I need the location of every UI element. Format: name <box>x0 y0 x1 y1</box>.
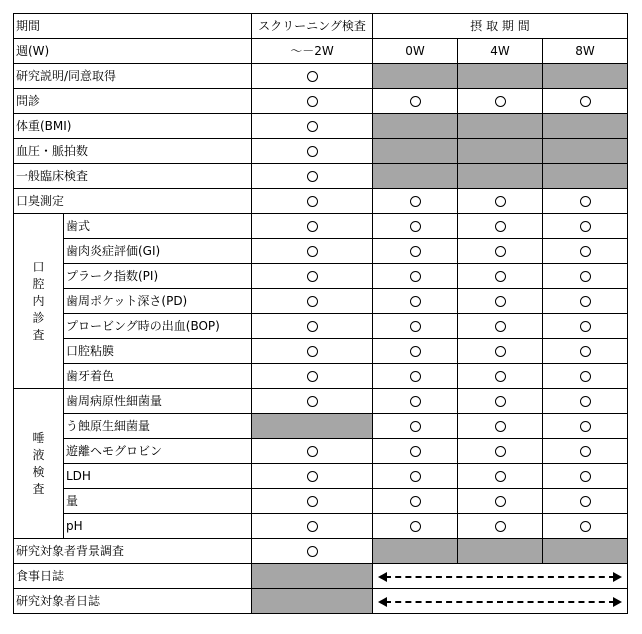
week-0w-cell <box>373 314 458 339</box>
week-8w-cell <box>543 389 628 414</box>
schedule-row <box>14 489 628 514</box>
week-4w-cell <box>458 239 543 264</box>
circle-marker-icon <box>495 96 506 107</box>
circle-marker-icon <box>410 496 421 507</box>
circle-marker-icon <box>410 96 421 107</box>
screening-header: スクリーニング検査 <box>252 14 373 39</box>
circle-marker-icon <box>307 446 318 457</box>
circle-marker-icon <box>580 421 591 432</box>
arrow-right-head-icon <box>613 597 622 607</box>
week-0w-cell <box>373 239 458 264</box>
week-8w-cell <box>543 114 628 139</box>
row-label: 一般臨床検査 <box>14 164 252 189</box>
week-0w-cell <box>373 89 458 114</box>
screening-cell <box>252 189 373 214</box>
screening-cell <box>252 64 373 89</box>
schedule-row <box>14 264 628 289</box>
week-label: 週(W) <box>14 39 252 64</box>
arrow-right-head-icon <box>613 572 622 582</box>
circle-marker-icon <box>307 246 318 257</box>
row-label: pH <box>64 514 252 539</box>
screening-cell <box>252 464 373 489</box>
circle-marker-icon <box>410 396 421 407</box>
screening-cell <box>252 339 373 364</box>
group-label-char: 内 <box>32 293 45 308</box>
screening-cell <box>252 489 373 514</box>
row-label: プラーク指数(PI) <box>64 264 252 289</box>
period-header: 期間 <box>14 14 252 39</box>
circle-marker-icon <box>410 371 421 382</box>
group-label-char: 検 <box>32 464 45 479</box>
schedule-row <box>14 364 628 389</box>
circle-marker-icon <box>580 521 591 532</box>
week-8w-cell <box>543 514 628 539</box>
week-0w-cell <box>373 139 458 164</box>
circle-marker-icon <box>580 221 591 232</box>
week-8w-cell <box>543 539 628 564</box>
week-8w-cell <box>543 314 628 339</box>
circle-marker-icon <box>495 196 506 207</box>
week-0w: 0W <box>373 39 458 64</box>
week-4w-cell <box>458 364 543 389</box>
circle-marker-icon <box>580 271 591 282</box>
row-label: 問診 <box>14 89 252 114</box>
week-8w-cell <box>543 439 628 464</box>
week-4w-cell <box>458 64 543 89</box>
intake-period-arrow-cell <box>373 589 628 614</box>
week-4w-cell <box>458 164 543 189</box>
schedule-row <box>14 464 628 489</box>
row-label: 歯周病原性細菌量 <box>64 389 252 414</box>
row-label: 体重(BMI) <box>14 114 252 139</box>
study-schedule-table <box>13 13 628 614</box>
schedule-row <box>14 414 628 439</box>
circle-marker-icon <box>307 121 318 132</box>
circle-marker-icon <box>580 246 591 257</box>
circle-marker-icon <box>307 546 318 557</box>
circle-marker-icon <box>307 321 318 332</box>
circle-marker-icon <box>410 296 421 307</box>
row-label: 口腔粘膜 <box>64 339 252 364</box>
week-4w-cell <box>458 539 543 564</box>
week-0w-cell <box>373 64 458 89</box>
circle-marker-icon <box>495 271 506 282</box>
week-8w-cell <box>543 289 628 314</box>
circle-marker-icon <box>410 421 421 432</box>
row-label: 食事日誌 <box>14 564 252 589</box>
week-4w-cell <box>458 314 543 339</box>
screening-cell <box>252 264 373 289</box>
circle-marker-icon <box>580 346 591 357</box>
circle-marker-icon <box>307 146 318 157</box>
week-4w: 4W <box>458 39 543 64</box>
schedule-row <box>14 339 628 364</box>
row-label: 研究説明/同意取得 <box>14 64 252 89</box>
row-label: 歯式 <box>64 214 252 239</box>
schedule-row <box>14 539 628 564</box>
arrow-left-head-icon <box>378 597 387 607</box>
week-0w-cell <box>373 414 458 439</box>
group-label-char: 液 <box>32 447 45 462</box>
week-8w-cell <box>543 64 628 89</box>
week-4w-cell <box>458 89 543 114</box>
group-label-char: 査 <box>32 327 45 342</box>
screening-cell <box>252 114 373 139</box>
circle-marker-icon <box>580 321 591 332</box>
intake-period-header: 摂 取 期 間 <box>373 14 628 39</box>
schedule-row <box>14 189 628 214</box>
circle-marker-icon <box>307 371 318 382</box>
week-4w-cell <box>458 264 543 289</box>
week-0w-cell <box>373 489 458 514</box>
screening-cell <box>252 514 373 539</box>
week-4w-cell <box>458 289 543 314</box>
row-label: 血圧・脈拍数 <box>14 139 252 164</box>
group-label-char: 腔 <box>32 276 45 291</box>
circle-marker-icon <box>495 321 506 332</box>
screening-cell <box>252 314 373 339</box>
row-label: 遊離ヘモグロビン <box>64 439 252 464</box>
week-4w-cell <box>458 214 543 239</box>
circle-marker-icon <box>410 346 421 357</box>
week-0w-cell <box>373 114 458 139</box>
week-4w-cell <box>458 464 543 489</box>
week-8w-cell <box>543 364 628 389</box>
schedule-row <box>14 239 628 264</box>
circle-marker-icon <box>580 496 591 507</box>
circle-marker-icon <box>307 221 318 232</box>
week-screening: ～－2W <box>252 39 373 64</box>
week-0w-cell <box>373 514 458 539</box>
schedule-row <box>14 114 628 139</box>
week-0w-cell <box>373 339 458 364</box>
circle-marker-icon <box>410 271 421 282</box>
screening-cell <box>252 89 373 114</box>
week-8w-cell <box>543 414 628 439</box>
week-8w-cell <box>543 89 628 114</box>
circle-marker-icon <box>410 521 421 532</box>
schedule-row <box>14 389 628 414</box>
circle-marker-icon <box>495 396 506 407</box>
double-arrow-icon <box>385 576 615 578</box>
circle-marker-icon <box>495 446 506 457</box>
group-label-char: 唾 <box>32 430 45 445</box>
week-8w-cell <box>543 239 628 264</box>
circle-marker-icon <box>495 521 506 532</box>
schedule-row <box>14 289 628 314</box>
row-label: 歯牙着色 <box>64 364 252 389</box>
screening-cell <box>252 414 373 439</box>
row-label: 量 <box>64 489 252 514</box>
circle-marker-icon <box>495 471 506 482</box>
circle-marker-icon <box>307 346 318 357</box>
week-0w-cell <box>373 189 458 214</box>
circle-marker-icon <box>495 371 506 382</box>
schedule-row <box>14 89 628 114</box>
week-0w-cell <box>373 389 458 414</box>
week-4w-cell <box>458 389 543 414</box>
week-row <box>14 39 628 64</box>
screening-cell <box>252 289 373 314</box>
circle-marker-icon <box>580 446 591 457</box>
screening-cell <box>252 564 373 589</box>
week-8w-cell <box>543 189 628 214</box>
circle-marker-icon <box>495 496 506 507</box>
week-0w-cell <box>373 364 458 389</box>
circle-marker-icon <box>307 471 318 482</box>
week-8w-cell <box>543 214 628 239</box>
circle-marker-icon <box>580 396 591 407</box>
week-0w-cell <box>373 439 458 464</box>
schedule-row <box>14 514 628 539</box>
week-4w-cell <box>458 339 543 364</box>
circle-marker-icon <box>580 371 591 382</box>
screening-cell <box>252 139 373 164</box>
schedule-row <box>14 439 628 464</box>
week-8w-cell <box>543 164 628 189</box>
schedule-row <box>14 314 628 339</box>
circle-marker-icon <box>410 471 421 482</box>
circle-marker-icon <box>410 221 421 232</box>
circle-marker-icon <box>307 171 318 182</box>
screening-cell <box>252 439 373 464</box>
circle-marker-icon <box>410 446 421 457</box>
circle-marker-icon <box>307 396 318 407</box>
schedule-row <box>14 214 628 239</box>
header-row <box>14 14 628 39</box>
week-4w-cell <box>458 139 543 164</box>
week-4w-cell <box>458 439 543 464</box>
schedule-row <box>14 589 628 614</box>
week-4w-cell <box>458 414 543 439</box>
row-label: プロービング時の出血(BOP) <box>64 314 252 339</box>
screening-cell <box>252 389 373 414</box>
week-4w-cell <box>458 114 543 139</box>
circle-marker-icon <box>307 496 318 507</box>
schedule-row <box>14 564 628 589</box>
arrow-left-head-icon <box>378 572 387 582</box>
screening-cell <box>252 214 373 239</box>
row-label: 歯肉炎症評価(GI) <box>64 239 252 264</box>
week-0w-cell <box>373 214 458 239</box>
schedule-row <box>14 64 628 89</box>
screening-cell <box>252 539 373 564</box>
row-label: LDH <box>64 464 252 489</box>
circle-marker-icon <box>495 421 506 432</box>
circle-marker-icon <box>580 96 591 107</box>
screening-cell <box>252 239 373 264</box>
circle-marker-icon <box>495 346 506 357</box>
week-4w-cell <box>458 489 543 514</box>
circle-marker-icon <box>580 471 591 482</box>
week-0w-cell <box>373 289 458 314</box>
week-4w-cell <box>458 189 543 214</box>
circle-marker-icon <box>495 246 506 257</box>
circle-marker-icon <box>307 271 318 282</box>
circle-marker-icon <box>410 321 421 332</box>
row-label: う蝕原生細菌量 <box>64 414 252 439</box>
week-8w: 8W <box>543 39 628 64</box>
circle-marker-icon <box>307 71 318 82</box>
circle-marker-icon <box>307 96 318 107</box>
circle-marker-icon <box>307 196 318 207</box>
circle-marker-icon <box>410 246 421 257</box>
intake-period-arrow-cell <box>373 564 628 589</box>
week-8w-cell <box>543 139 628 164</box>
screening-cell <box>252 364 373 389</box>
group-label-char: 口 <box>32 259 45 274</box>
week-8w-cell <box>543 339 628 364</box>
circle-marker-icon <box>580 196 591 207</box>
week-8w-cell <box>543 264 628 289</box>
oral-exam-group-label <box>14 214 64 389</box>
saliva-exam-group-label <box>14 389 64 539</box>
row-label: 歯周ポケット深さ(PD) <box>64 289 252 314</box>
group-label-char: 査 <box>32 481 45 496</box>
screening-cell <box>252 589 373 614</box>
row-label: 研究対象者背景調査 <box>14 539 252 564</box>
circle-marker-icon <box>307 521 318 532</box>
week-0w-cell <box>373 264 458 289</box>
group-label-char: 診 <box>32 310 45 325</box>
double-arrow-icon <box>385 601 615 603</box>
week-0w-cell <box>373 164 458 189</box>
row-label: 口臭測定 <box>14 189 252 214</box>
circle-marker-icon <box>410 196 421 207</box>
circle-marker-icon <box>307 296 318 307</box>
screening-cell <box>252 164 373 189</box>
week-4w-cell <box>458 514 543 539</box>
week-0w-cell <box>373 539 458 564</box>
row-label: 研究対象者日誌 <box>14 589 252 614</box>
schedule-row <box>14 164 628 189</box>
schedule-row <box>14 139 628 164</box>
week-8w-cell <box>543 464 628 489</box>
circle-marker-icon <box>580 296 591 307</box>
circle-marker-icon <box>495 296 506 307</box>
week-0w-cell <box>373 464 458 489</box>
week-8w-cell <box>543 489 628 514</box>
circle-marker-icon <box>495 221 506 232</box>
